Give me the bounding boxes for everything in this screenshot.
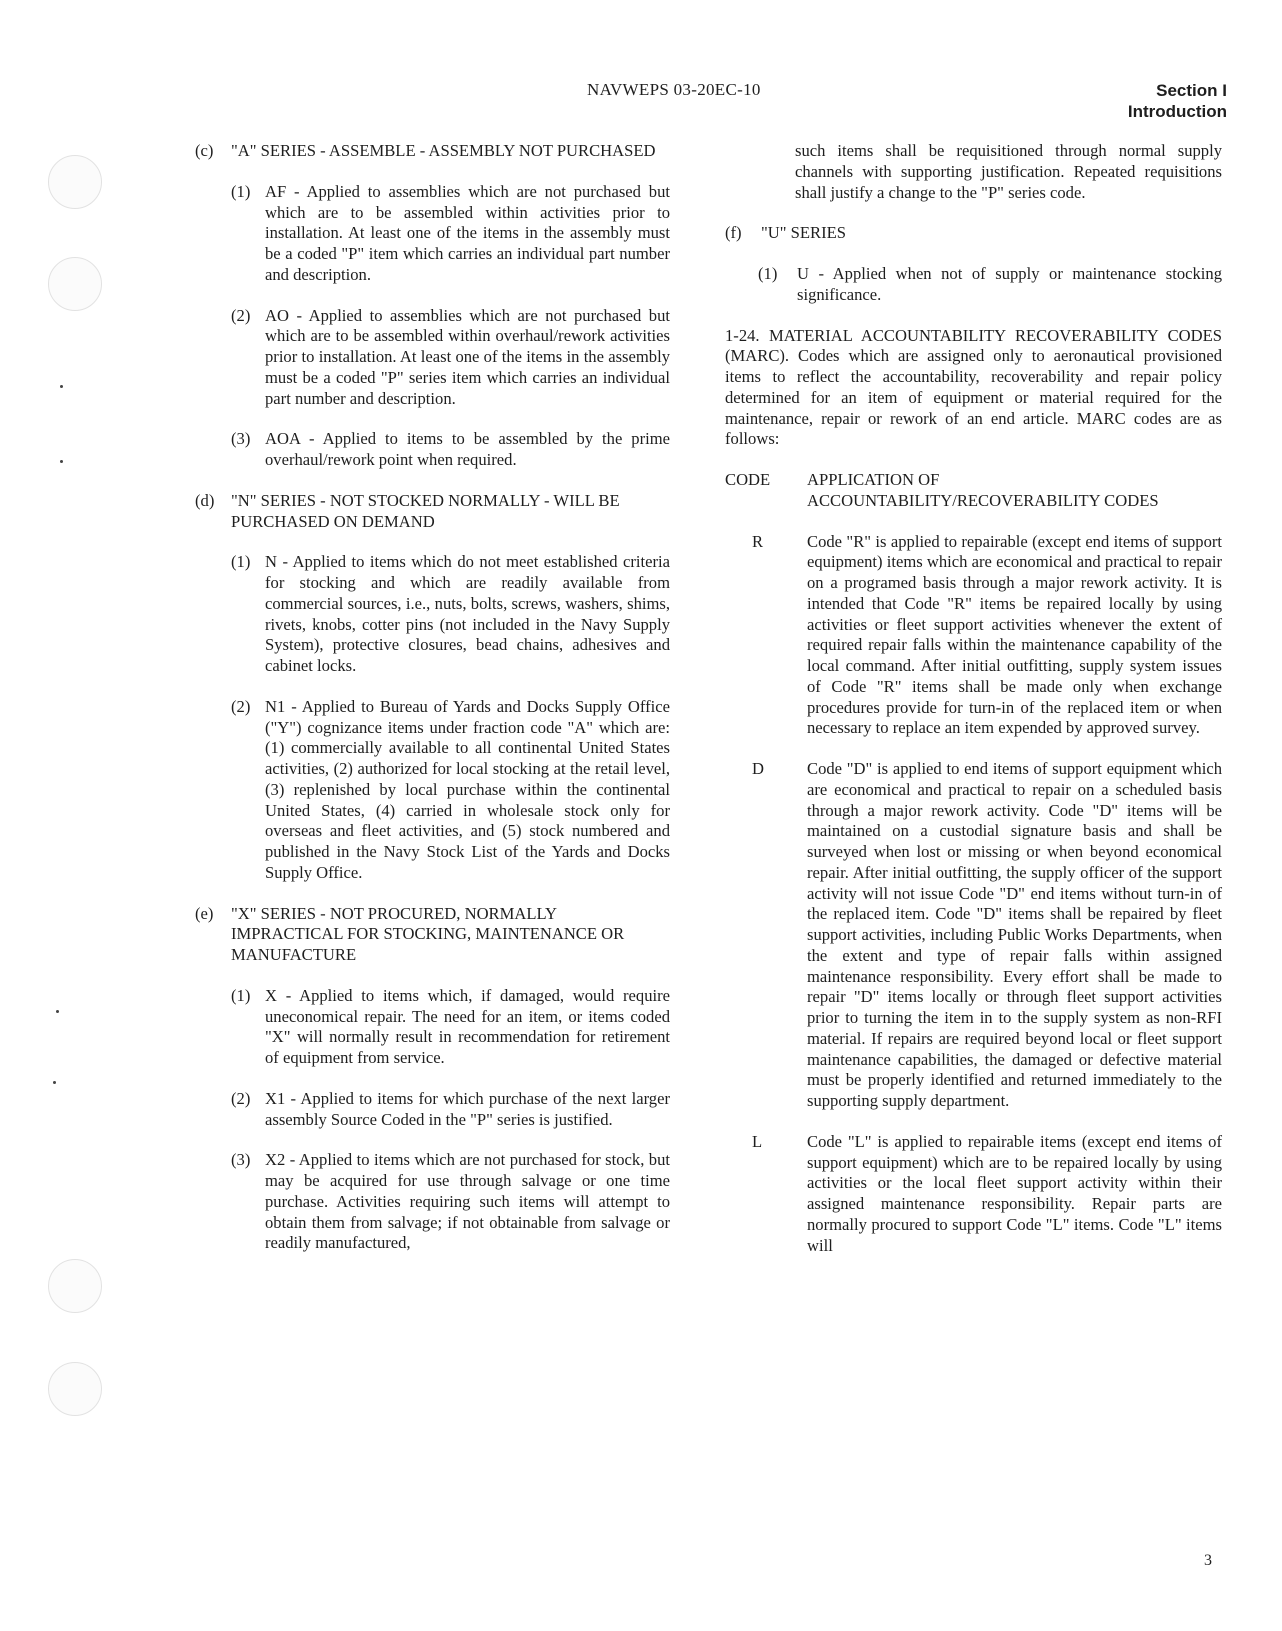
list-item: (1) N - Applied to items which do not meet established criteria for stocking and which are readily available from commercial sources, i.e., nuts, bolts, screws, washers, shims, rivets, knobs, cotter pins (not included in the Navy Supply System), protective closures, bead chains, adhesives and cabinet locks. xyxy=(231,552,670,675)
scan-speck xyxy=(60,385,63,388)
code-entry: D Code "D" is applied to end items of support equipment which are economical and practical to repair on a scheduled basis through a major rework activity. Code "D" items will be maintained on a custodial signature basis and shall be surveyed when lost or missing or when beyond economical repair. After initial outfitting, the supply officer of the support activity will not issue Code "D" end items without turn-in of the replaced item. Code "D" items shall be repaired by fleet support activities, including Public Works Departments, when the extent and type of repair falls within assigned maintenance responsibility. Every effort shall be made to repair "D" items locally or through fleet support activities prior to turning the item in to the supply system as non-RFI material. If repairs are required beyond local or fleet support maintenance capabilities, the damaged or defective material must be properly identified and returned immediately to the supporting supply department. xyxy=(752,759,1222,1110)
list-item: (2) X1 - Applied to items for which purchase of the next larger assembly Source Coded in the "P" series is justified. xyxy=(231,1088,670,1129)
list-item: (1) AF - Applied to assemblies which are not purchased but which are to be assembled within activities prior to installation. At least one of the items in the assembly must be a coded "P" item which carries an individual part number and description. xyxy=(231,181,670,284)
scan-speck xyxy=(56,1010,59,1013)
continuation-text: such items shall be requisitioned through normal supply channels with supporting justification. Repeated requisitions shall justify a change to the "P" series code. xyxy=(795,141,1222,202)
binder-hole xyxy=(48,257,102,311)
binder-hole xyxy=(48,1362,102,1416)
subsection-c-heading: (c) "A" SERIES - ASSEMBLE - ASSEMBLY NOT PURCHASED xyxy=(195,141,656,160)
list-item: (3) AOA - Applied to items to be assembled by the prime overhaul/rework point when required. xyxy=(231,429,670,469)
list-item: (1) X - Applied to items which, if damaged, would require uneconomical repair. The need for an item, or items coded "X" will normally result in recommendation for retirement of equipment from service. xyxy=(231,985,670,1067)
section-label: Section I xyxy=(1156,81,1227,100)
section-title: Introduction xyxy=(1127,102,1227,121)
list-item: (3) X2 - Applied to items which are not purchased for stock, but may be acquired for use through salvage or one time purchase. Activities requiring such items will attempt to obtain them from salvage; if not obtainable from salvage or readily manufactured, xyxy=(231,1150,670,1253)
binder-hole xyxy=(48,1259,102,1313)
left-column xyxy=(195,141,670,1274)
list-item: (2) AO - Applied to assemblies which are not purchased but which are to be assembled within overhaul/rework activities prior to installation. At least one of the items in the assembly must be a coded "P" series item which carries an individual part number and description. xyxy=(231,305,670,408)
code-entry: L Code "L" is applied to repairable items (except end items of support equipment) which are to be repaired locally by using activities or the local fleet support activity within their assigned maintenance responsibility. Repair parts are normally procured to support Code "L" items. Code "L" items will xyxy=(752,1131,1222,1255)
scan-speck xyxy=(60,460,63,463)
right-column xyxy=(725,141,1222,1276)
document-number: NAVWEPS 03-20EC-10 xyxy=(587,80,761,99)
subsection-f-heading: (f) "U" SERIES xyxy=(725,223,847,243)
section-header xyxy=(1128,80,1227,122)
page-number: 3 xyxy=(1204,1552,1212,1569)
scan-speck xyxy=(53,1081,56,1084)
code-entry: R Code "R" is applied to repairable (except end items of support equipment) items which are economical and practical to repair on a programed basis through a major rework activity. It is intended that Code "R" items be repaired locally by using activities or fleet support activities whenever the extent of required repair falls within the maintenance capability of the local command. After initial outfitting, supply system issues of Code "R" items shall be made only when exchange procedures provide for turn-in of the replaced item or when necessary to replace an item expended by approved survey. xyxy=(752,531,1222,738)
binder-hole xyxy=(48,155,102,209)
subsection-d-heading: (d) "N" SERIES - NOT STOCKED NORMALLY - WILL BE PURCHASED ON DEMAND xyxy=(195,490,620,531)
subsection-e-heading: (e) "X" SERIES - NOT PROCURED, NORMALLY IMPRACTICAL FOR STOCKING, MAINTENANCE OR MANUFACTURE xyxy=(195,903,625,964)
paragraph-1-24: 1-24. MATERIAL ACCOUNTABILITY RECOVERABILITY CODES (MARC). Codes which are assigned only to aeronautical provisioned items to reflect the accountability, recoverability and repair policy determined for an item of equipment or material required for the maintenance, repair or rework of an end article. MARC codes are as follows: xyxy=(725,325,1222,449)
list-item: (2) N1 - Applied to Bureau of Yards and Docks Supply Office ("Y") cognizance items under fraction code "A" which are: (1) commercially available to all continental United States activities, (2) authorized for local stocking at the retail level, (3) replenished by local purchase within the continental United States, (4) carried in wholesale stock only for overseas and fleet activities, and (5) stock numbered and published in the Navy Stock List of the Yards and Docks Supply Office. xyxy=(231,696,670,882)
list-item: (1) U - Applied when not of supply or maintenance stocking significance. xyxy=(758,264,1222,304)
code-table-header: CODE APPLICATION OF ACCOUNTABILITY/RECOVERABILITY CODES xyxy=(725,470,1159,510)
